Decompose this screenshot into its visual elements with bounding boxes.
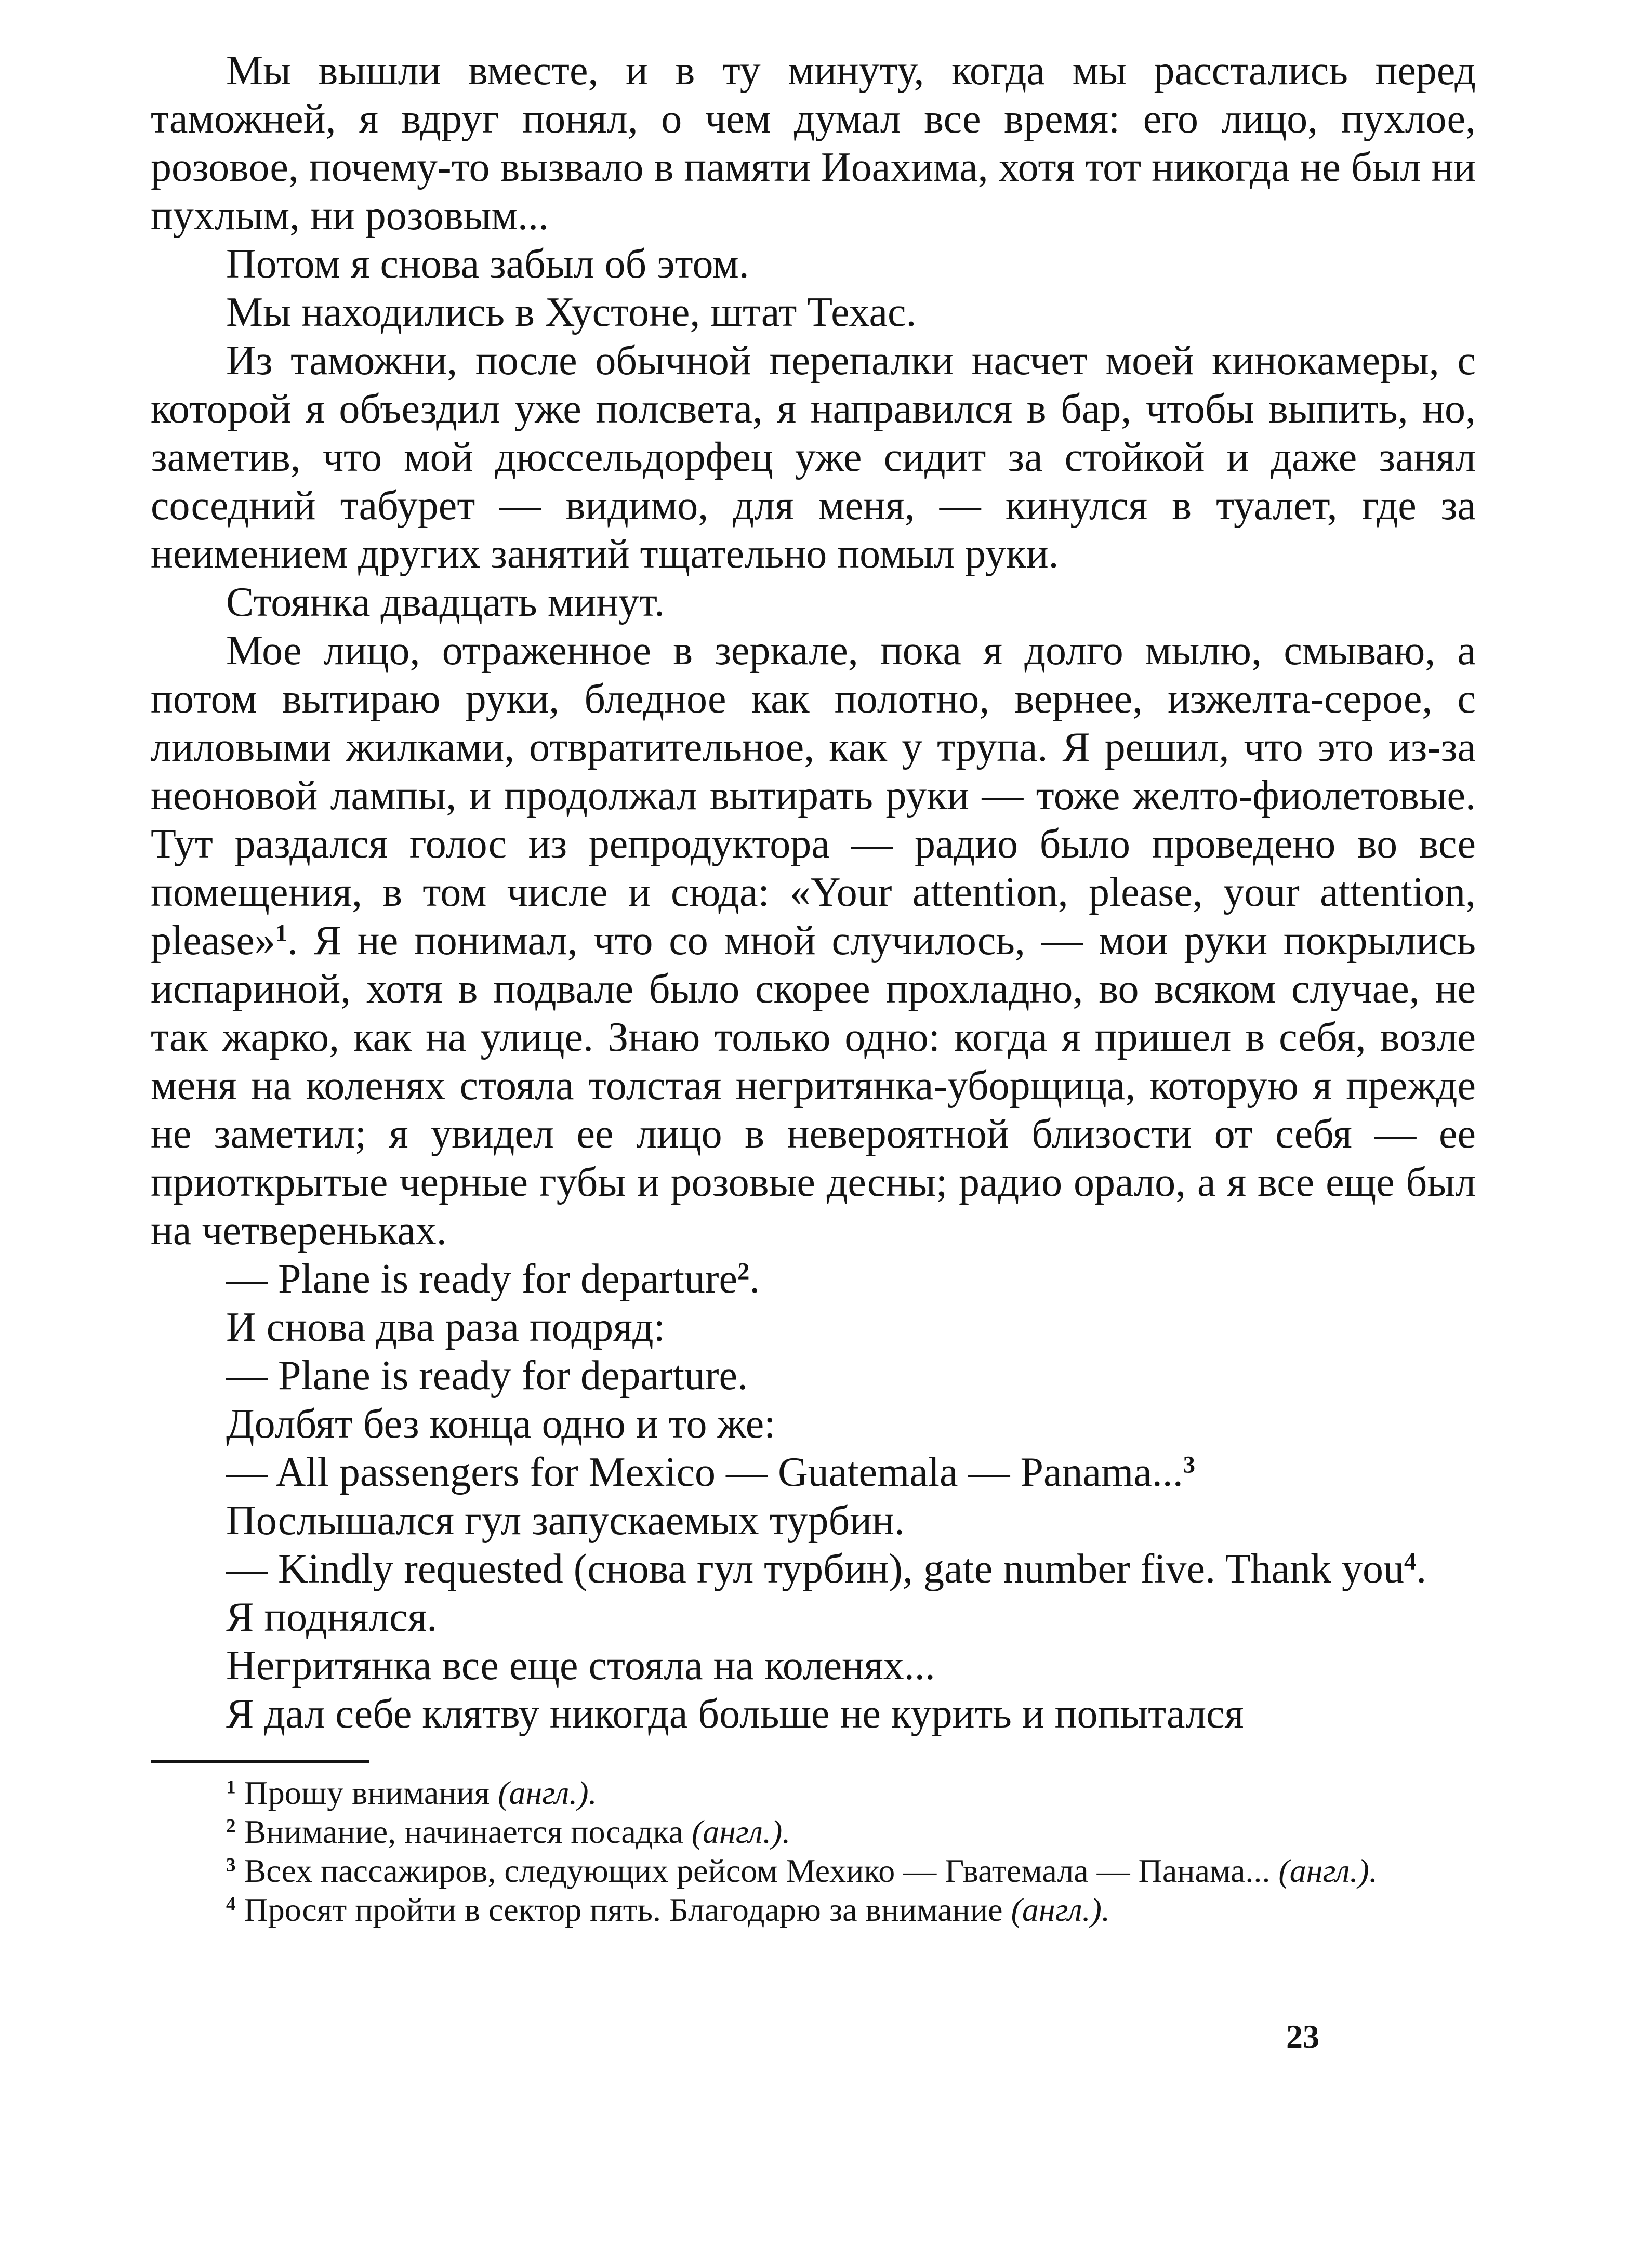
footnote	[151, 1851, 1476, 1890]
paragraph: Долбят без конца одно и то же:	[226, 1401, 776, 1447]
paragraph-text: — All passengers for Mexico — Guatemala — Panama...	[226, 1449, 1183, 1495]
footnote	[151, 1773, 1476, 1812]
footnote-text: Прошу внимания	[244, 1774, 490, 1811]
paragraph-text: — Kindly requested (снова гул турбин), gate number five. Thank you	[226, 1546, 1404, 1592]
paragraph: Стоянка двадцать минут.	[226, 579, 665, 625]
footnote-ref: 1	[275, 920, 288, 947]
book-page	[151, 47, 1476, 1929]
paragraph	[151, 1448, 1476, 1497]
footnote-ref: 4	[1404, 1548, 1417, 1575]
paragraph: Послышался гул запускаемых турбин.	[226, 1498, 905, 1544]
paragraph: Я дал себе клятву никогда больше не курить и попытался	[226, 1691, 1244, 1737]
footnote-ref: 2	[737, 1258, 750, 1285]
paragraph: Я поднялся.	[226, 1594, 438, 1640]
paragraph: Мы вышли вместе, и в ту минуту, когда мы расстались перед таможней, я вдруг понял, о чем думал все время: его лицо, пухлое, розовое, почему-то вызвало в памяти Иоахима, хотя тот никогда не был ни пухлым, ни розовым...	[151, 48, 1476, 239]
footnote-lang: (англ.).	[691, 1813, 791, 1850]
paragraph-text: — Plane is ready for departure	[226, 1256, 738, 1302]
page-number: 23	[1286, 2018, 1319, 2055]
paragraph	[151, 1255, 1476, 1303]
footnote-mark: 3	[226, 1854, 236, 1876]
footnotes	[151, 1773, 1476, 1929]
footnote-lang: (англ.).	[498, 1774, 597, 1811]
paragraph	[151, 1545, 1476, 1593]
footnote-ref: 3	[1183, 1452, 1195, 1479]
footnote	[151, 1890, 1476, 1929]
paragraph: Мы находились в Хустоне, штат Техас.	[226, 289, 917, 335]
paragraph-text: . Я не понимал, что со мной случилось, — мои руки покрылись испариной, хотя в подвале было скорее прохладно, во всяком случае, не так жарко, как на улице. Знаю только одно: когда я пришел в себя, возле меня на коленях стояла толстая негритянка-уборщица, которую я прежде не заметил; я увидел ее лицо в невероятной близости от себя — ее приоткрытые черные губы и розовые десны; радио орало, а я все еще был на четвереньках.	[151, 918, 1476, 1254]
footnote-lang: (англ.).	[1278, 1852, 1378, 1889]
paragraph	[151, 627, 1476, 1255]
footnote-text: Внимание, начинается посадка	[244, 1813, 683, 1850]
paragraph-text: Мое лицо, отраженное в зеркале, пока я долго мылю, смываю, а потом вытираю руки, бледное как полотно, вернее, изжелта-серое, с лиловыми жилками, отвратительное, как у трупа. Я решил, что это из-за неоновой лампы, и продолжал вытирать руки — тоже желто-фиолетовые. Тут раздался голос из репродуктора — радио было проведено во все помещения, в том числе и сюда: «Your attention, please, your attention, please»	[151, 628, 1476, 964]
footnote	[151, 1812, 1476, 1851]
paragraph-text: .	[1416, 1546, 1427, 1592]
footnote-mark: 2	[226, 1815, 236, 1837]
footnote-lang: (англ.).	[1011, 1891, 1110, 1928]
paragraph: Из таможни, после обычной перепалки насчет моей кинокамеры, с которой я объездил уже полсвета, я направился в бар, чтобы выпить, но, заметив, что мой дюссельдорфец уже сидит за стойкой и даже занял соседний табурет — видимо, для меня, — кинулся в туалет, где за неимением других занятий тщательно помыл руки.	[151, 338, 1476, 577]
paragraph: Негритянка все еще стояла на коленях...	[226, 1643, 935, 1689]
footnote-text: Всех пассажиров, следующих рейсом Мехико — Гватемала — Панама...	[244, 1852, 1271, 1889]
footnote-mark: 1	[226, 1776, 236, 1798]
paragraph: — Plane is ready for departure.	[226, 1353, 748, 1399]
footnote-divider	[151, 1760, 369, 1763]
paragraph: Потом я снова забыл об этом.	[226, 241, 749, 287]
body-text	[151, 47, 1476, 1738]
paragraph-text: .	[749, 1256, 760, 1302]
footnote-mark: 4	[226, 1893, 236, 1915]
footnote-text: Просят пройти в сектор пять. Благодарю за внимание	[244, 1891, 1003, 1928]
paragraph: И снова два раза подряд:	[226, 1304, 665, 1350]
